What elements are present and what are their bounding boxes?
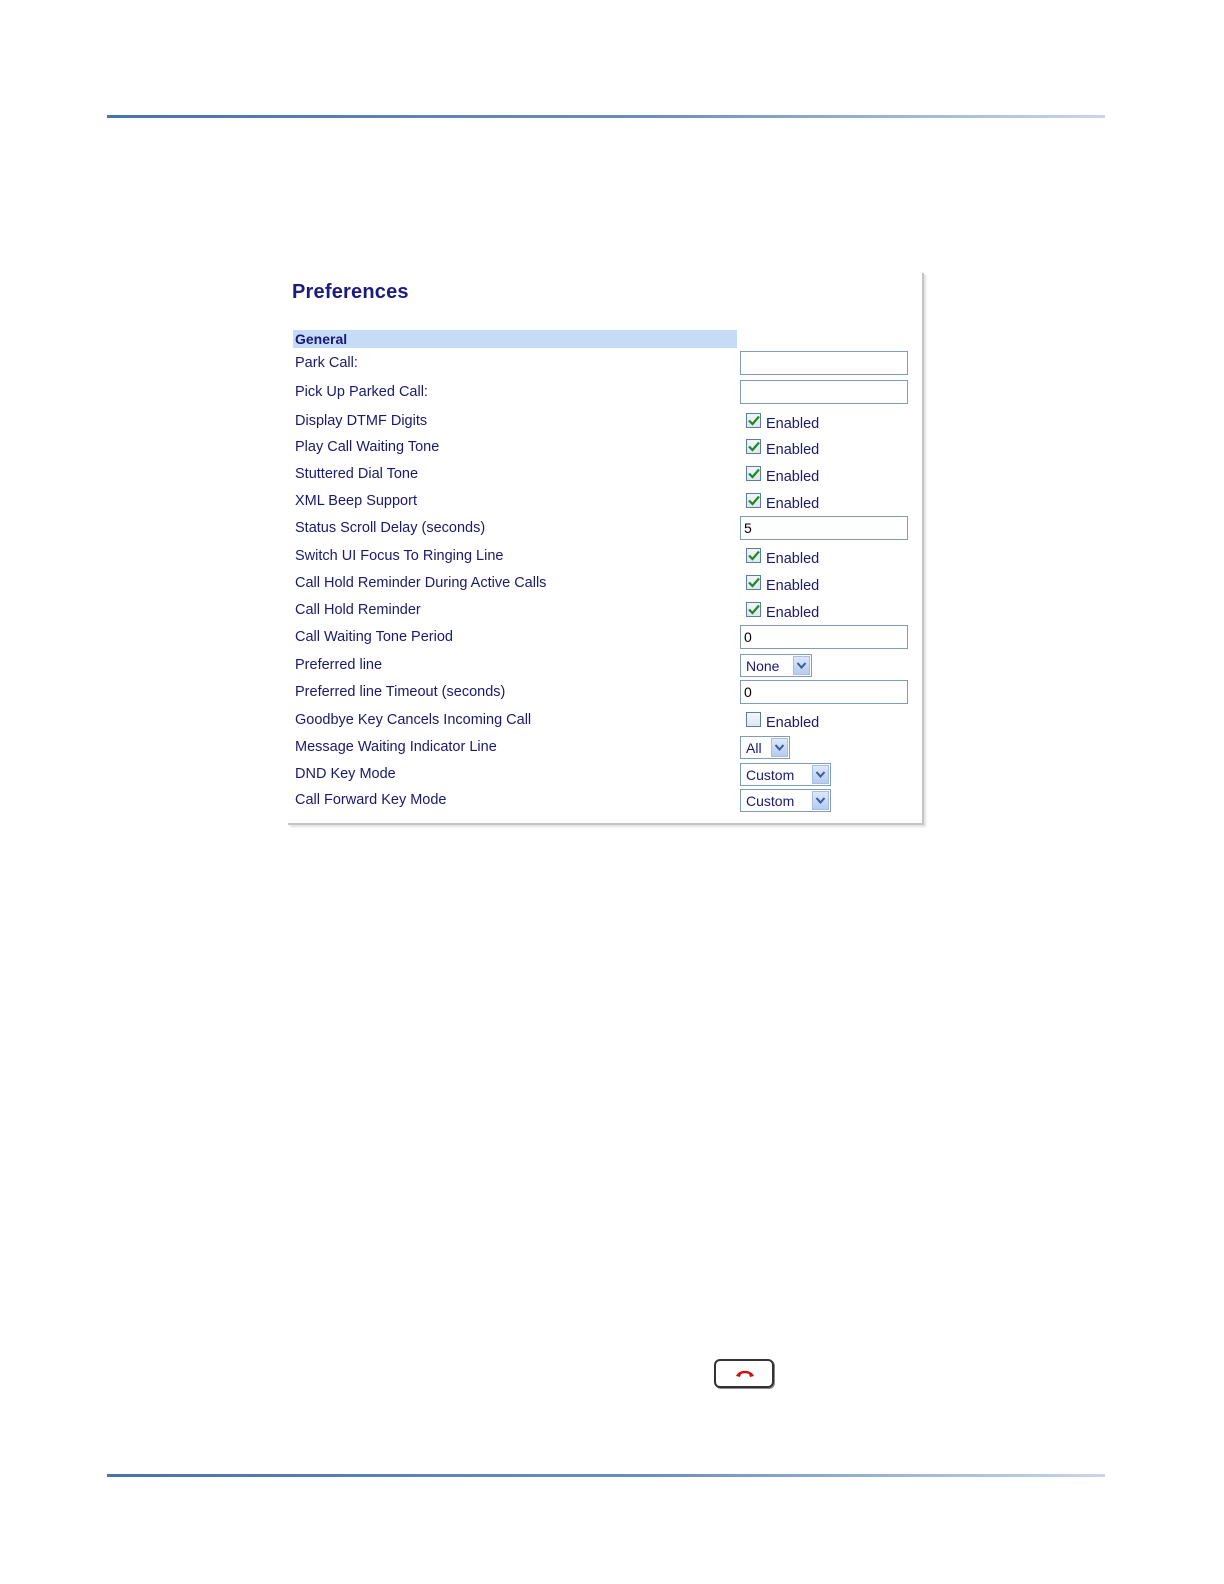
xml-beep-support-label: XML Beep Support — [295, 493, 417, 509]
call-waiting-tone-period-input[interactable] — [740, 625, 908, 649]
play-call-waiting-tone-checkbox[interactable] — [746, 439, 761, 454]
play-call-waiting-tone-enabled-label: Enabled — [766, 442, 820, 458]
dnd-key-mode-label: DND Key Mode — [295, 766, 396, 782]
panel-title: Preferences — [292, 281, 409, 303]
switch-ui-focus-label: Switch UI Focus To Ringing Line — [295, 548, 504, 564]
call-hold-reminder-active-label: Call Hold Reminder During Active Calls — [295, 575, 547, 591]
goodbye-key-cancels-checkbox[interactable] — [746, 712, 761, 727]
row-preferred-line-timeout — [288, 680, 918, 706]
header-rule — [107, 115, 1105, 118]
display-dtmf-digits-enabled-label: Enabled — [766, 416, 820, 432]
preferences-panel — [288, 273, 924, 825]
park-call-label: Park Call: — [295, 355, 358, 371]
status-scroll-delay-label: Status Scroll Delay (seconds) — [295, 520, 486, 536]
row-stuttered-dial-tone — [288, 462, 918, 488]
row-preferred-line — [288, 653, 918, 679]
park-call-input[interactable] — [740, 351, 908, 375]
row-call-hold-reminder-active — [288, 571, 918, 597]
display-dtmf-digits-checkbox[interactable] — [746, 413, 761, 428]
pick-up-parked-call-input[interactable] — [740, 380, 908, 404]
check-mark-icon — [748, 577, 760, 588]
row-call-hold-reminder — [288, 598, 918, 624]
footer-rule — [107, 1474, 1105, 1477]
call-hold-reminder-label: Call Hold Reminder — [295, 602, 421, 618]
call-forward-key-mode-label: Call Forward Key Mode — [295, 792, 447, 808]
goodbye-key-cancels-enabled-label: Enabled — [766, 715, 820, 731]
row-play-call-waiting-tone — [288, 435, 918, 461]
preferred-line-timeout-label: Preferred line Timeout (seconds) — [295, 684, 506, 700]
message-waiting-indicator-line-label: Message Waiting Indicator Line — [295, 739, 497, 755]
check-mark-icon — [748, 415, 760, 426]
check-mark-icon — [748, 495, 760, 506]
stuttered-dial-tone-label: Stuttered Dial Tone — [295, 466, 419, 482]
preferred-line-timeout-input[interactable] — [740, 680, 908, 704]
row-dnd-key-mode — [288, 762, 918, 788]
preferred-line-label: Preferred line — [295, 657, 383, 673]
call-hold-reminder-active-enabled-label: Enabled — [766, 578, 820, 594]
dnd-key-mode-select[interactable] — [740, 763, 831, 786]
call-waiting-tone-period-label: Call Waiting Tone Period — [295, 629, 453, 645]
check-mark-icon — [748, 441, 760, 452]
dnd-key-mode-value: Custom — [746, 767, 795, 783]
check-mark-icon — [748, 468, 760, 479]
call-forward-key-mode-select[interactable] — [740, 789, 831, 812]
chevron-down-icon[interactable] — [812, 791, 829, 810]
preferred-line-value: None — [746, 658, 780, 674]
status-scroll-delay-input[interactable] — [740, 516, 908, 540]
check-mark-icon — [748, 604, 760, 615]
goodbye-key-cancels-label: Goodbye Key Cancels Incoming Call — [295, 712, 532, 728]
call-hold-reminder-enabled-label: Enabled — [766, 605, 820, 621]
chevron-down-icon[interactable] — [812, 765, 829, 784]
message-waiting-indicator-line-select[interactable] — [740, 736, 790, 759]
call-hold-reminder-checkbox[interactable] — [746, 602, 761, 617]
row-xml-beep-support — [288, 489, 918, 515]
play-call-waiting-tone-label: Play Call Waiting Tone — [295, 439, 440, 455]
display-dtmf-digits-label: Display DTMF Digits — [295, 413, 428, 429]
chevron-down-icon[interactable] — [793, 656, 810, 675]
row-status-scroll-delay — [288, 516, 918, 542]
chevron-down-icon[interactable] — [771, 738, 788, 757]
row-pick-up-parked-call — [288, 380, 918, 406]
pick-up-parked-call-label: Pick Up Parked Call: — [295, 384, 428, 400]
phone-hangup-icon — [734, 1368, 756, 1380]
section-general: General — [293, 330, 737, 348]
xml-beep-support-checkbox[interactable] — [746, 493, 761, 508]
call-hold-reminder-active-checkbox[interactable] — [746, 575, 761, 590]
check-mark-icon — [748, 550, 760, 561]
row-call-forward-key-mode — [288, 788, 918, 814]
row-park-call — [288, 351, 918, 377]
message-waiting-indicator-line-value: All — [746, 740, 762, 756]
stuttered-dial-tone-checkbox[interactable] — [746, 466, 761, 481]
row-call-waiting-tone-period — [288, 625, 918, 651]
switch-ui-focus-checkbox[interactable] — [746, 548, 761, 563]
row-goodbye-key-cancels — [288, 708, 918, 734]
switch-ui-focus-enabled-label: Enabled — [766, 551, 820, 567]
stuttered-dial-tone-enabled-label: Enabled — [766, 469, 820, 485]
call-forward-key-mode-value: Custom — [746, 793, 795, 809]
row-switch-ui-focus — [288, 544, 918, 570]
row-display-dtmf-digits — [288, 409, 918, 435]
xml-beep-support-enabled-label: Enabled — [766, 496, 820, 512]
end-call-key — [714, 1359, 774, 1388]
row-message-waiting-indicator-line — [288, 735, 918, 761]
preferred-line-select[interactable] — [740, 654, 812, 677]
